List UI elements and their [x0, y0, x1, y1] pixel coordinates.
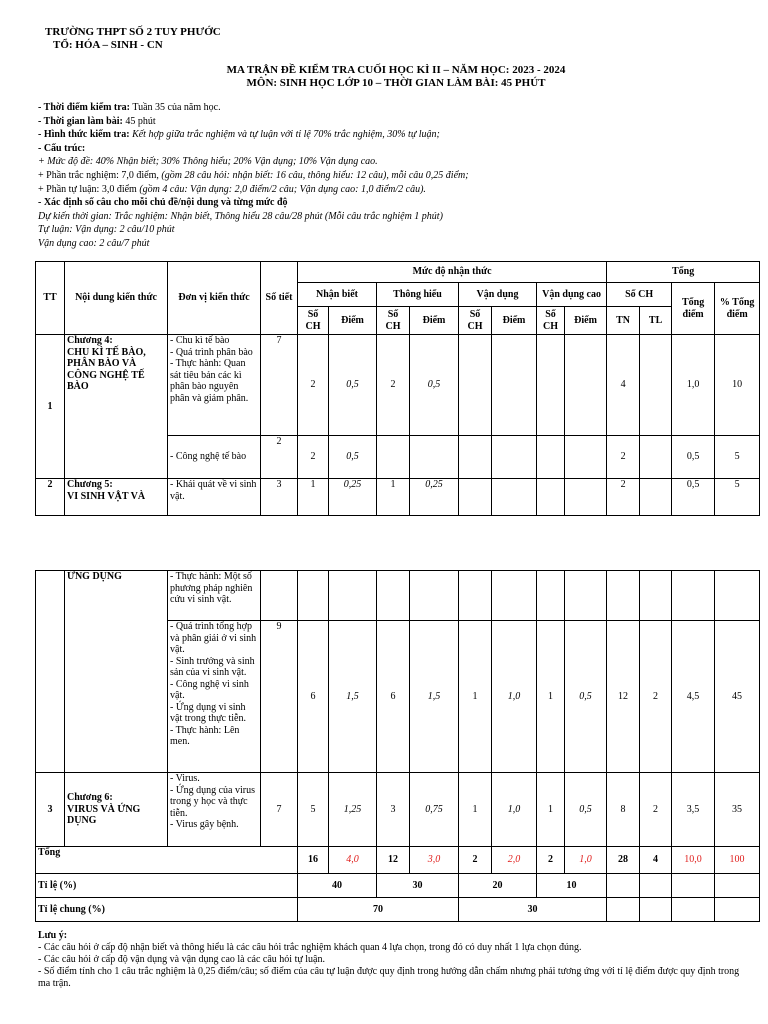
header-diem: Điểm: [565, 307, 607, 335]
header-so-ch: Số CH: [377, 307, 410, 335]
total-value: 100: [715, 847, 760, 874]
chapter-name: Chương 6: VIRUS VÀ ỨNG DỤNG: [65, 773, 168, 847]
table-row: [36, 335, 760, 436]
value-cell: 0,5: [410, 335, 459, 436]
total-label: Tổng: [36, 847, 298, 874]
value-cell: 0,5: [672, 436, 715, 479]
unit-cell: - Thực hành: Một số phương pháp nghiên cứu vi sinh vật.: [168, 571, 261, 621]
header-num-questions: Số CH: [607, 283, 672, 307]
value-cell: [329, 571, 377, 621]
department-name: TỔ: HÓA – SINH - CN: [53, 39, 163, 51]
value-cell: [715, 571, 760, 621]
value-cell: 12: [607, 621, 640, 773]
header-periods: Số tiết: [261, 262, 298, 335]
general-ratio-label: Tỉ lệ chung (%): [36, 898, 298, 922]
total-value: 4,0: [329, 847, 377, 874]
value-cell: [565, 479, 607, 516]
info-count: - Xác định số câu cho mỗi chủ đề/nội dung và từng mức độ: [38, 197, 288, 209]
value-cell: 0,5: [565, 773, 607, 847]
ratio-value: 10: [537, 874, 607, 898]
chapter-name: Chương 5: VI SINH VẬT VÀ: [65, 479, 168, 516]
value-cell: 1,0: [672, 335, 715, 436]
general-ratio-value: 70: [298, 898, 459, 922]
value-cell: 0,5: [672, 479, 715, 516]
header-diem: Điểm: [329, 307, 377, 335]
ratio-empty: [640, 898, 672, 922]
value-cell: 0,5: [329, 436, 377, 479]
info-form: - Hình thức kiểm tra: Kết hợp giữa trắc nghiệm và tự luận với tỉ lệ 70% trắc nghiệm, 30% tự luận;: [38, 129, 440, 141]
header-recognize: Nhận biết: [298, 283, 377, 307]
info-duration: - Thời gian làm bài: 45 phút: [38, 115, 156, 127]
total-row: [36, 847, 760, 874]
value-cell: [377, 436, 410, 479]
value-cell: [459, 335, 492, 436]
chapter-name-continued: ỨNG DỤNG: [65, 571, 168, 773]
info-structure: - Cấu trúc:: [38, 142, 86, 154]
value-cell: 4,5: [672, 621, 715, 773]
ratio-empty: [672, 898, 715, 922]
general-ratio-row: [36, 898, 760, 922]
value-cell: 5: [298, 773, 329, 847]
value-cell: [537, 436, 565, 479]
periods-cell: 3: [261, 479, 298, 516]
value-cell: 1,5: [410, 621, 459, 773]
document-title: MA TRẬN ĐỀ KIỂM TRA CUỐI HỌC KÌ II – NĂM HỌC: 2023 - 2024: [226, 64, 566, 76]
value-cell: [607, 571, 640, 621]
info-plan: Dự kiến thời gian: Trắc nghiệm: Nhận biết, Thông hiểu 28 câu/28 phút (Mỗi câu trắc nghiệm 1 phút): [38, 210, 443, 222]
total-value: 10,0: [672, 847, 715, 874]
unit-cell: - Chu kì tế bào - Quá trình phân bào - Thực hành: Quan sát tiêu bản các kì phân bào nguyên phân và giảm phân.: [168, 335, 261, 436]
header-percent: % Tổng điểm: [715, 283, 760, 335]
total-value: 2: [459, 847, 492, 874]
unit-cell: - Khái quát về vi sinh vật.: [168, 479, 261, 516]
ratio-empty: [607, 898, 640, 922]
value-cell: [459, 436, 492, 479]
value-cell: [640, 479, 672, 516]
table-row: [36, 479, 760, 516]
header-diem: Điểm: [492, 307, 537, 335]
value-cell: 3,5: [672, 773, 715, 847]
notes-title: Lưu ý:: [38, 930, 68, 941]
unit-cell: - Virus. - Ứng dụng của virus trong y học và thực tiễn. - Virus gây bệnh.: [168, 773, 261, 847]
value-cell: 45: [715, 621, 760, 773]
value-cell: [298, 571, 329, 621]
value-cell: 1: [537, 773, 565, 847]
total-value: 2,0: [492, 847, 537, 874]
total-value: 16: [298, 847, 329, 874]
note-item: - Số điểm tính cho 1 câu trắc nghiệm là 0,25 điểm/câu; số điểm của câu tự luận được quy định trong hướng dẫn chấm nhưng phải tương ứng với tỉ lệ điểm được quy định trong ma trận.: [38, 966, 740, 989]
value-cell: [565, 335, 607, 436]
unit-cell: - Quá trình tổng hợp và phân giải ở vi sinh vật. - Sinh trưởng và sinh sản của vi sinh vật. - Công nghệ vi sinh vật. - Ứng dụng vi sinh vật trong thực tiễn. - Thực hành: Lên men.: [168, 621, 261, 773]
document-titles: [0, 64, 768, 90]
header-tt: TT: [36, 262, 65, 335]
periods-cell: [261, 571, 298, 621]
ratio-empty: [640, 874, 672, 898]
value-cell: [537, 479, 565, 516]
value-cell: 2: [607, 479, 640, 516]
value-cell: [537, 571, 565, 621]
general-ratio-value: 30: [459, 898, 607, 922]
note-item: - Các câu hỏi ở cấp độ vận dụng và vận dụng cao là các câu hỏi tự luận.: [38, 954, 325, 965]
row-tt-empty: [36, 571, 65, 773]
periods-cell: 2: [261, 436, 298, 479]
ratio-value: 30: [377, 874, 459, 898]
value-cell: 0,5: [565, 621, 607, 773]
value-cell: [492, 479, 537, 516]
value-cell: 2: [298, 335, 329, 436]
header-so-ch: Số CH: [537, 307, 565, 335]
periods-cell: 7: [261, 335, 298, 436]
total-value: 12: [377, 847, 410, 874]
note-item: - Các câu hỏi ở cấp độ nhận biết và thông hiểu là các câu hỏi trắc nghiệm khách quan 4 lựa chọn, trong đó có duy nhất 1 lựa chọn đúng.: [38, 942, 582, 953]
value-cell: 5: [715, 479, 760, 516]
value-cell: 35: [715, 773, 760, 847]
header-so-ch: Số CH: [459, 307, 492, 335]
info-essay-time: Tự luận: Vận dụng: 2 câu/10 phút: [38, 224, 175, 236]
value-cell: 0,25: [329, 479, 377, 516]
periods-cell: 7: [261, 773, 298, 847]
value-cell: [537, 335, 565, 436]
value-cell: 5: [715, 436, 760, 479]
value-cell: [459, 479, 492, 516]
value-cell: [492, 335, 537, 436]
value-cell: [640, 571, 672, 621]
value-cell: 2: [607, 436, 640, 479]
value-cell: [377, 571, 410, 621]
unit-cell: - Công nghệ tế bào: [168, 436, 261, 479]
matrix-table-part2: [35, 570, 760, 922]
header-content: Nội dung kiến thức: [65, 262, 168, 335]
header-apply: Vận dụng: [459, 283, 537, 307]
value-cell: [410, 571, 459, 621]
value-cell: 4: [607, 335, 640, 436]
value-cell: [640, 335, 672, 436]
ratio-empty: [715, 898, 760, 922]
value-cell: 6: [298, 621, 329, 773]
value-cell: 1: [298, 479, 329, 516]
info-mc: + Phần trắc nghiệm: 7,0 điểm, (gồm 28 câu hỏi: nhận biết: 16 câu, thông hiểu: 12 câu), mỗi câu 0,25 điểm;: [38, 169, 469, 181]
document-subtitle: MÔN: SINH HỌC LỚP 10 – THỜI GIAN LÀM BÀI: 45 PHÚT: [246, 77, 546, 89]
ratio-empty: [672, 874, 715, 898]
ratio-empty: [715, 874, 760, 898]
value-cell: 2: [377, 335, 410, 436]
header-tn: TN: [607, 307, 640, 335]
header-apply-high: Vận dụng cao: [537, 283, 607, 307]
table-row: [36, 571, 760, 621]
value-cell: [492, 571, 537, 621]
row-tt: 3: [36, 773, 65, 847]
notes-section: [38, 930, 750, 990]
header-total: Tổng: [607, 262, 760, 283]
row-tt: 1: [36, 335, 65, 479]
value-cell: [640, 436, 672, 479]
value-cell: [459, 571, 492, 621]
total-value: 28: [607, 847, 640, 874]
value-cell: 8: [607, 773, 640, 847]
header-so-ch: Số CH: [298, 307, 329, 335]
info-time: - Thời điểm kiểm tra: Tuần 35 của năm học.: [38, 102, 221, 113]
header-diem: Điểm: [410, 307, 459, 335]
total-value: 4: [640, 847, 672, 874]
exam-info: [38, 101, 758, 251]
school-header: [45, 26, 221, 52]
header-cognitive: Mức độ nhận thức: [298, 262, 607, 283]
value-cell: 2: [298, 436, 329, 479]
value-cell: 0,75: [410, 773, 459, 847]
ratio-label: Tỉ lệ (%): [36, 874, 298, 898]
school-name: TRƯỜNG THPT SỐ 2 TUY PHƯỚC: [45, 26, 221, 38]
value-cell: [492, 436, 537, 479]
chapter-name: Chương 4: CHU KÌ TẾ BÀO, PHÂN BÀO VÀ CÔNG NGHỆ TẾ BÀO: [65, 335, 168, 479]
header-understand: Thông hiểu: [377, 283, 459, 307]
value-cell: 2: [640, 621, 672, 773]
total-value: 3,0: [410, 847, 459, 874]
header-tl: TL: [640, 307, 672, 335]
value-cell: 1: [377, 479, 410, 516]
value-cell: 1: [459, 773, 492, 847]
value-cell: 10: [715, 335, 760, 436]
value-cell: [565, 571, 607, 621]
value-cell: [565, 436, 607, 479]
ratio-value: 20: [459, 874, 537, 898]
header-unit: Đơn vị kiến thức: [168, 262, 261, 335]
row-tt: 2: [36, 479, 65, 516]
value-cell: 1: [459, 621, 492, 773]
info-essay: + Phần tự luận: 3,0 điểm (gồm 4 câu: Vận dụng: 2,0 điểm/2 câu; Vận dụng cao: 1,0 điểm/2 câu).: [38, 183, 426, 195]
value-cell: 1,0: [492, 773, 537, 847]
value-cell: 0,5: [329, 335, 377, 436]
matrix-table-part1: [35, 261, 760, 516]
value-cell: 1,0: [492, 621, 537, 773]
value-cell: [672, 571, 715, 621]
total-value: 1,0: [565, 847, 607, 874]
ratio-row: [36, 874, 760, 898]
value-cell: 1,25: [329, 773, 377, 847]
value-cell: 0,25: [410, 479, 459, 516]
header-total-points: Tổng điểm: [672, 283, 715, 335]
total-value: 2: [537, 847, 565, 874]
ratio-value: 40: [298, 874, 377, 898]
periods-cell: 9: [261, 621, 298, 773]
value-cell: [410, 436, 459, 479]
info-level: + Mức độ đề: 40% Nhận biết; 30% Thông hiểu; 20% Vận dụng; 10% Vận dụng cao.: [38, 156, 378, 168]
value-cell: 6: [377, 621, 410, 773]
info-advanced-time: Vận dụng cao: 2 câu/7 phút: [38, 237, 150, 249]
value-cell: 3: [377, 773, 410, 847]
value-cell: 2: [640, 773, 672, 847]
table-row: [36, 773, 760, 847]
value-cell: 1: [537, 621, 565, 773]
ratio-empty: [607, 874, 640, 898]
value-cell: 1,5: [329, 621, 377, 773]
